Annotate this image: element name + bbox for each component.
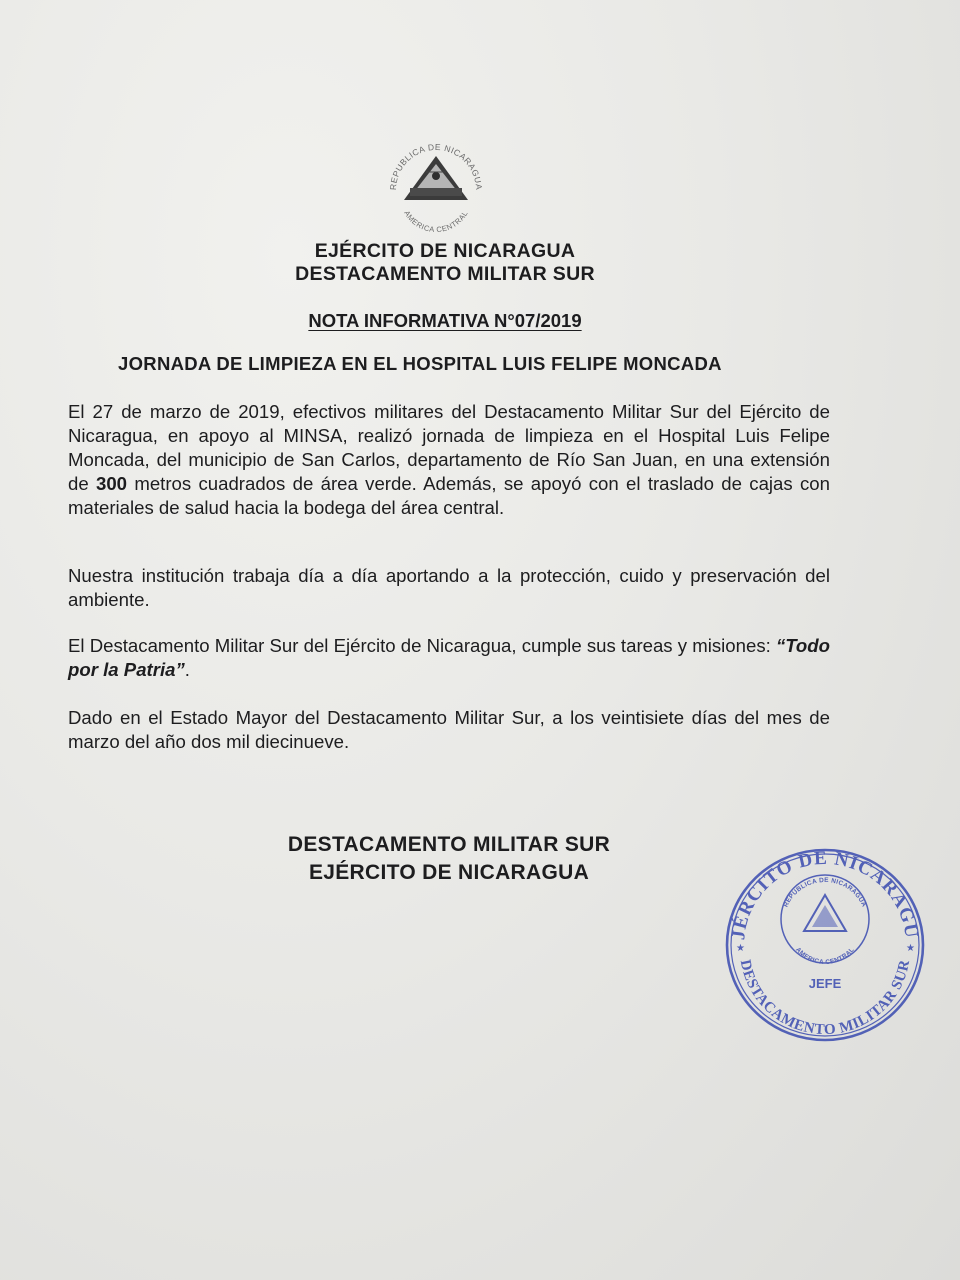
svg-text:★: ★ bbox=[906, 943, 915, 954]
paragraph-1 bbox=[68, 400, 830, 520]
svg-text:AMERICA CENTRAL bbox=[402, 209, 469, 234]
paragraph-4: Dado en el Estado Mayor del Destacamento Militar Sur, a los veintisiete días del mes de marzo del año dos mil diecinueve. bbox=[68, 707, 830, 752]
area-figure: 300 bbox=[96, 473, 128, 494]
signature-unit: DESTACAMENTO MILITAR SUR bbox=[287, 833, 611, 856]
stamp-role-text: JEFE bbox=[808, 976, 842, 991]
stamp-inner-top-text: REPUBLICA DE NICARAGUA bbox=[782, 876, 868, 909]
svg-text:REPUBLICA DE NICARAGUA bbox=[782, 877, 867, 908]
svg-text:AMERICA CENTRAL bbox=[794, 946, 856, 966]
paragraph-1-text-a: El 27 de marzo de 2019, efectivos militares del Destacamento Militar Sur del Ejército de Nicaragua, en apoyo al MINSA, realizó jornada de limpieza en el Hospital Luis Felipe Moncada, del municipio de San Carlos, departamento de Río San Juan, en una extensión de bbox=[68, 401, 830, 494]
stamp-outer-bottom-text: DESTACAMENTO MILITAR SUR bbox=[736, 958, 914, 1039]
paragraph-3-end: . bbox=[184, 659, 190, 680]
seal-top-text: REPUBLICA DE NICARAGUA bbox=[387, 141, 485, 191]
svg-text:DESTACAMENTO MILITAR SUR bbox=[737, 958, 914, 1038]
motto-quote: “Todo por la Patria” bbox=[68, 635, 830, 680]
document-title: JORNADA DE LIMPIEZA EN EL HOSPITAL LUIS FELIPE MONCADA bbox=[118, 353, 722, 374]
nicaragua-seal-icon bbox=[382, 134, 490, 242]
paragraph-2: Nuestra institución trabaja día a día aportando a la protección, cuido y preservación del ambiente. bbox=[68, 565, 830, 610]
paragraph-3 bbox=[68, 634, 830, 682]
seal-bottom-text: AMERICA CENTRAL bbox=[402, 208, 470, 235]
header-unit: DESTACAMENTO MILITAR SUR bbox=[295, 263, 595, 285]
official-stamp bbox=[722, 845, 928, 1045]
stamp-seal-icon bbox=[722, 845, 928, 1045]
paragraph-1-text-b: metros cuadrados de área verde. Además, se apoyó con el traslado de cajas con materiales de salud hacia la bodega del área central. bbox=[68, 473, 830, 518]
stamp-inner-bottom-text: AMERICA CENTRAL bbox=[794, 946, 856, 967]
paragraph-3-text: El Destacamento Militar Sur del Ejército de Nicaragua, cumple sus tareas y misiones: bbox=[68, 635, 776, 656]
stamp-outer-top-text: JÉRCITO DE NICARAGU bbox=[728, 847, 922, 942]
coat-of-arms-seal bbox=[382, 134, 490, 242]
note-number: NOTA INFORMATIVA N°07/2019 bbox=[308, 310, 582, 331]
svg-text:★: ★ bbox=[736, 943, 745, 954]
header-institution: EJÉRCITO DE NICARAGUA bbox=[314, 240, 576, 262]
signature-institution: EJÉRCITO DE NICARAGUA bbox=[308, 861, 590, 884]
